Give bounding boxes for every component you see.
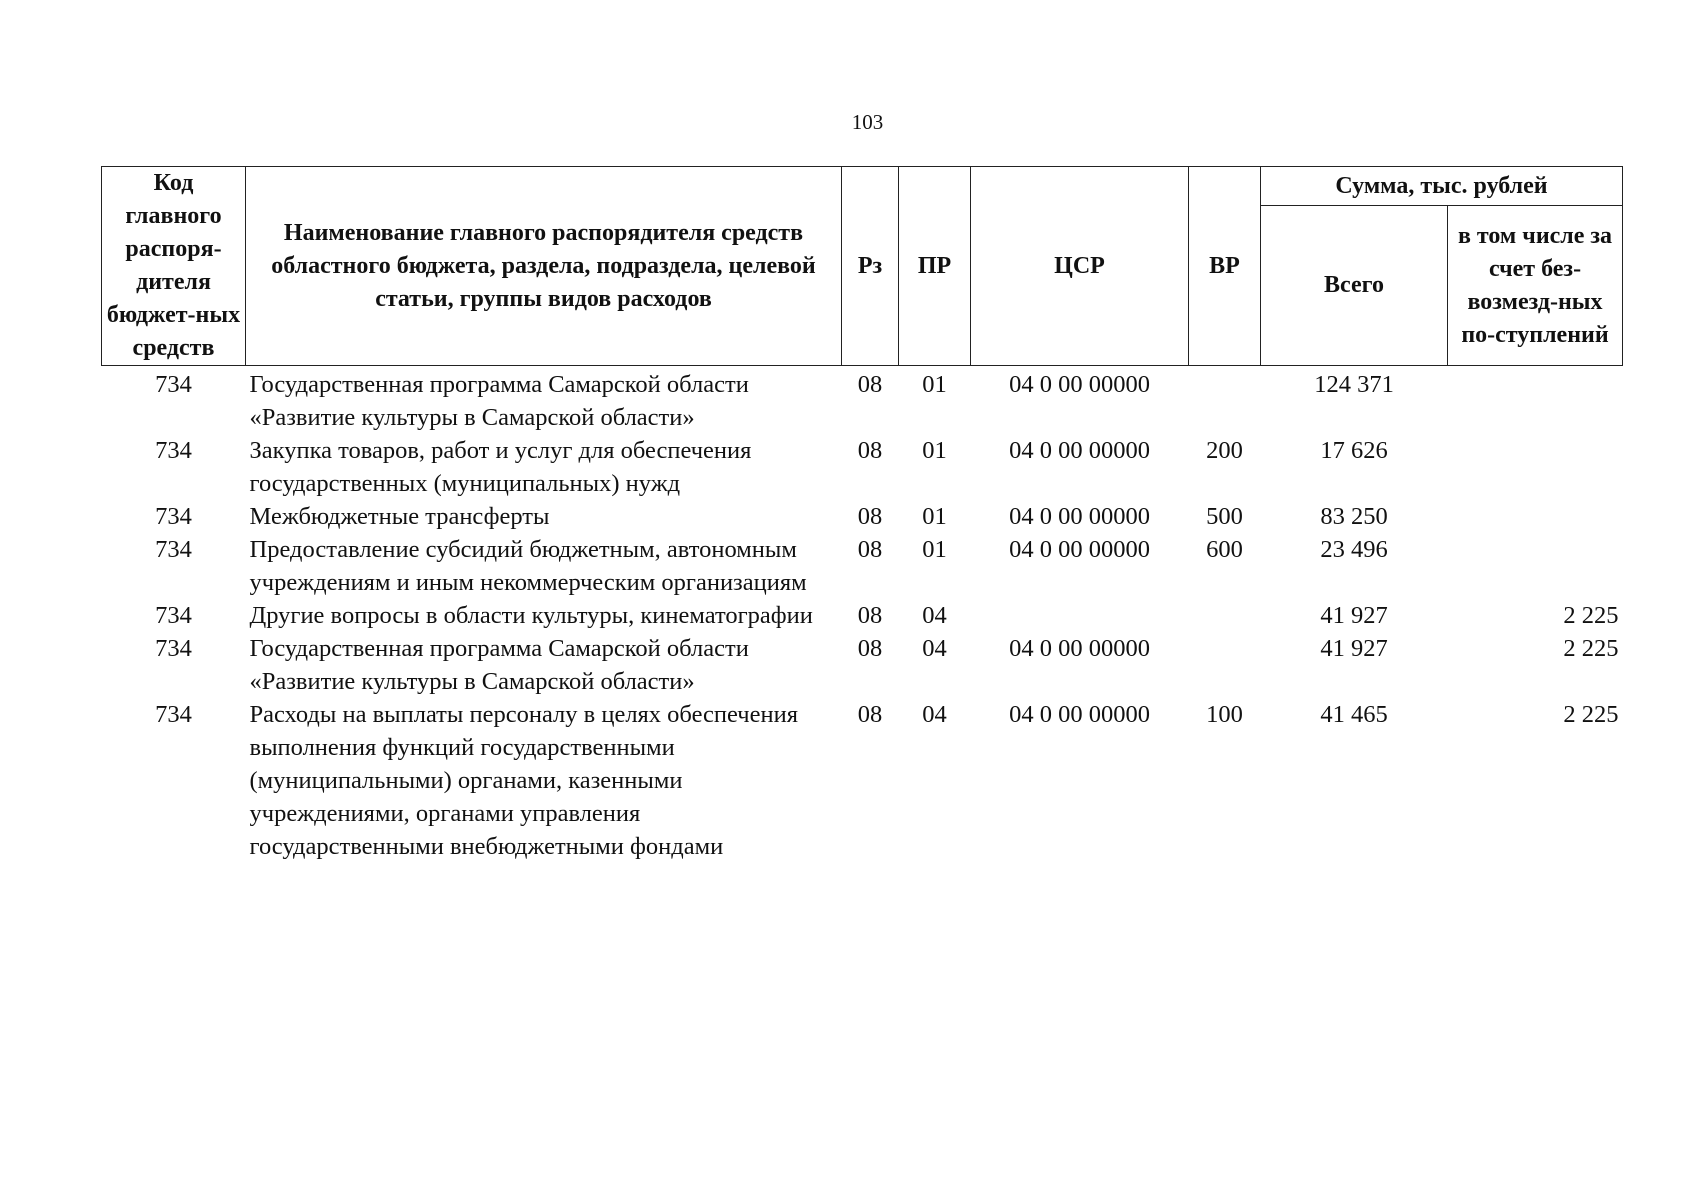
cell-rz: 08 — [857, 371, 883, 398]
cell-csr: 04 0 00 00000 — [1009, 701, 1150, 728]
cell-org-code: 734 — [155, 437, 192, 464]
cell-pr: 01 — [922, 536, 947, 563]
header-rz: Рз — [842, 167, 899, 366]
table-row — [102, 366, 1623, 435]
cell-org-code: 734 — [155, 602, 192, 629]
header-vr: ВР — [1189, 167, 1261, 366]
cell-vr: 200 — [1206, 437, 1243, 464]
cell-rz: 08 — [857, 536, 883, 563]
cell-pr: 04 — [922, 602, 947, 629]
cell-total: 41 927 — [1320, 602, 1388, 629]
cell-csr — [971, 599, 1189, 632]
cell-pr: 04 — [922, 701, 947, 728]
cell-name: Другие вопросы в области культуры, кинематографии — [249, 602, 813, 629]
table-header — [102, 167, 1623, 366]
header-org-code: Код главного распоря-дителя бюджет-ных средств — [102, 167, 246, 366]
header-csr: ЦСР — [971, 167, 1189, 366]
table-row — [102, 632, 1623, 698]
cell-org-code: 734 — [155, 371, 192, 398]
cell-pr: 01 — [922, 503, 947, 530]
cell-gratis — [1448, 500, 1623, 533]
cell-rz: 08 — [857, 701, 883, 728]
cell-rz: 08 — [857, 635, 883, 662]
cell-total: 17 626 — [1320, 437, 1388, 464]
cell-pr: 01 — [922, 371, 947, 398]
header-total: Всего — [1261, 206, 1448, 366]
cell-gratis: 2 225 — [1563, 635, 1619, 662]
cell-org-code: 734 — [155, 635, 192, 662]
cell-org-code: 734 — [155, 536, 192, 563]
cell-gratis: 2 225 — [1563, 701, 1619, 728]
cell-name: Закупка товаров, работ и услуг для обеспечения государственных (муниципальных) нужд — [249, 437, 752, 497]
header-pr: ПР — [899, 167, 971, 366]
cell-csr: 04 0 00 00000 — [1009, 536, 1150, 563]
cell-pr: 01 — [922, 437, 947, 464]
cell-gratis: 2 225 — [1563, 602, 1619, 629]
cell-org-code: 734 — [155, 701, 192, 728]
page-number: 103 — [851, 110, 884, 134]
cell-total: 83 250 — [1320, 503, 1388, 530]
cell-total: 124 371 — [1314, 371, 1394, 398]
cell-csr: 04 0 00 00000 — [1009, 503, 1150, 530]
budget-table — [101, 166, 1623, 863]
table-row — [102, 500, 1623, 533]
cell-csr: 04 0 00 00000 — [1009, 635, 1150, 662]
cell-csr: 04 0 00 00000 — [1009, 437, 1150, 464]
cell-csr: 04 0 00 00000 — [1009, 371, 1150, 398]
cell-vr: 100 — [1206, 701, 1243, 728]
cell-gratis — [1448, 533, 1623, 599]
cell-vr — [1189, 632, 1261, 698]
cell-total: 23 496 — [1320, 536, 1388, 563]
cell-rz: 08 — [857, 602, 883, 629]
cell-name: Расходы на выплаты персоналу в целях обеспечения выполнения функций государственными (муниципальными) органами, казенными учреждениями, органами управления государственными внебюджетными фондами — [249, 701, 798, 860]
cell-vr — [1189, 366, 1261, 435]
cell-rz: 08 — [857, 503, 883, 530]
cell-vr: 500 — [1206, 503, 1243, 530]
table-body — [102, 366, 1623, 864]
cell-name: Предоставление субсидий бюджетным, автономным учреждениям и иным некоммерческим организациям — [249, 536, 807, 596]
table-row — [102, 599, 1623, 632]
cell-name: Межбюджетные трансферты — [249, 503, 550, 530]
table-row — [102, 533, 1623, 599]
cell-total: 41 927 — [1320, 635, 1388, 662]
table-row — [102, 434, 1623, 500]
cell-vr: 600 — [1206, 536, 1243, 563]
cell-gratis — [1448, 366, 1623, 435]
cell-rz: 08 — [857, 437, 883, 464]
header-name: Наименование главного распорядителя средств областного бюджета, раздела, подраздела, целевой статьи, группы видов расходов — [246, 167, 842, 366]
cell-gratis — [1448, 434, 1623, 500]
table-row — [102, 698, 1623, 863]
cell-name: Государственная программа Самарской области «Развитие культуры в Самарской области» — [249, 635, 749, 695]
cell-total: 41 465 — [1320, 701, 1388, 728]
cell-vr — [1189, 599, 1261, 632]
header-sum: Сумма, тыс. рублей — [1261, 167, 1623, 206]
cell-name: Государственная программа Самарской области «Развитие культуры в Самарской области» — [249, 371, 749, 431]
header-gratis: в том числе за счет без-возмезд-ных по-ступлений — [1448, 206, 1623, 366]
cell-org-code: 734 — [155, 503, 192, 530]
cell-pr: 04 — [922, 635, 947, 662]
